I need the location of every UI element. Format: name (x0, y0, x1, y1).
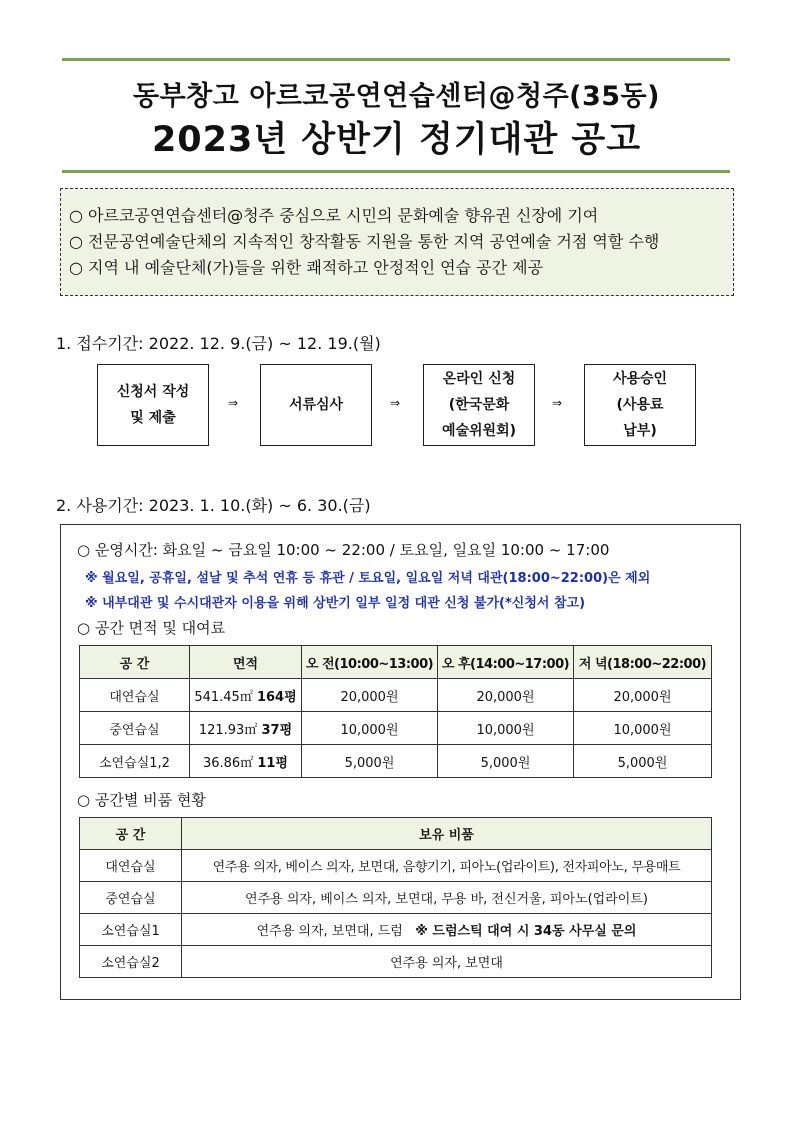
space-cell: 소연습실2 (80, 946, 182, 978)
fee-cell: 5,000원 (574, 745, 712, 778)
equipment-heading: ○ 공간별 비품 현황 (77, 791, 206, 809)
area-value: 121.93㎡ (198, 722, 258, 738)
table-row (80, 946, 712, 978)
fee-cell: 20,000원 (302, 679, 438, 712)
pyeong-value: 37평 (261, 722, 293, 738)
area-cell (190, 679, 302, 712)
step-review: 서류심사 (260, 364, 372, 446)
pyeong-value: 164평 (256, 689, 297, 705)
title-line-2: 2023년 상반기 정기대관 공고 (151, 120, 642, 160)
area-cell (190, 712, 302, 745)
arrow-icon: ⇒ (228, 396, 239, 410)
intro-item: ○ 전문공연예술단체의 지속적인 창작활동 지원을 통한 지역 공연예술 거점 역할 수행 (69, 232, 660, 251)
intro-box (60, 188, 734, 296)
space-cell: 소연습실1 (80, 914, 182, 946)
table-row (80, 679, 712, 712)
space-cell: 대연습실 (80, 679, 190, 712)
space-cell: 대연습실 (80, 850, 182, 882)
column-header: 오 후(14:00~17:00) (438, 646, 574, 679)
arrow-icon: ⇒ (390, 396, 401, 410)
step-online: 온라인 신청 (한국문화 예술위원회) (423, 364, 535, 446)
fee-cell: 10,000원 (438, 712, 574, 745)
column-header: 면적 (190, 646, 302, 679)
table-row (80, 850, 712, 882)
column-header: 오 전(10:00~13:00) (302, 646, 438, 679)
fee-cell: 10,000원 (302, 712, 438, 745)
area-value: 541.45㎡ (194, 689, 253, 705)
top-rule (62, 58, 730, 61)
fee-cell: 5,000원 (438, 745, 574, 778)
equipment-cell (182, 914, 712, 946)
bottom-rule (62, 170, 730, 173)
equipment-items: 연주용 의자, 보면대, 드럼 (256, 924, 403, 939)
column-header: 보유 비품 (182, 818, 712, 850)
table-row (80, 882, 712, 914)
equipment-cell: 연주용 의자, 베이스 의자, 보면대, 무용 바, 전신거울, 피아노(업라이트) (182, 882, 712, 914)
space-cell: 소연습실1,2 (80, 745, 190, 778)
fee-table (79, 645, 712, 778)
table-row (80, 914, 712, 946)
space-cell: 중연습실 (80, 712, 190, 745)
fee-cell: 5,000원 (302, 745, 438, 778)
usage-info-box (60, 524, 741, 1000)
column-header: 저 녁(18:00~22:00) (574, 646, 712, 679)
section-2-heading: 2. 사용기간: 2023. 1. 10.(화) ~ 6. 30.(금) (56, 496, 371, 515)
pyeong-value: 11평 (257, 755, 288, 771)
equipment-cell: 연주용 의자, 보면대 (182, 946, 712, 978)
fee-heading: ○ 공간 면적 및 대여료 (77, 619, 226, 637)
fee-cell: 20,000원 (438, 679, 574, 712)
step-apply: 신청서 작성 및 제출 (97, 364, 209, 446)
equipment-table (79, 817, 712, 978)
fee-cell: 20,000원 (574, 679, 712, 712)
column-header: 공 간 (80, 646, 190, 679)
restriction-note: ※ 내부대관 및 수시대관자 이용을 위해 상반기 일부 일정 대관 신청 불가(*신청서 참고) (85, 596, 586, 611)
title-line-1: 동부창고 아르코공연연습센터@청주(35동) (133, 81, 660, 112)
equipment-cell: 연주용 의자, 베이스 의자, 보면대, 음향기기, 피아노(업라이트), 전자피아노, 무용매트 (182, 850, 712, 882)
section-1-heading: 1. 접수기간: 2022. 12. 9.(금) ~ 12. 19.(월) (56, 334, 381, 353)
closure-note: ※ 월요일, 공휴일, 설날 및 추석 연휴 등 휴관 / 토요일, 일요일 저녁 대관(18:00~22:00)은 제외 (85, 571, 651, 586)
table-header-row (80, 646, 712, 679)
operating-hours: ○ 운영시간: 화요일 ~ 금요일 10:00 ~ 22:00 / 토요일, 일요일 10:00 ~ 17:00 (77, 541, 610, 559)
step-approval: 사용승인 (사용료 납부) (584, 364, 696, 446)
table-row (80, 745, 712, 778)
column-header: 공 간 (80, 818, 182, 850)
intro-item: ○ 아르코공연연습센터@청주 중심으로 시민의 문화예술 향유권 신장에 기여 (69, 206, 599, 225)
drumstick-note: ※ 드럼스틱 대여 시 34동 사무실 문의 (415, 924, 637, 939)
table-header-row (80, 818, 712, 850)
area-value: 36.86㎡ (202, 755, 254, 771)
space-cell: 중연습실 (80, 882, 182, 914)
intro-item: ○ 지역 내 예술단체(가)들을 위한 쾌적하고 안정적인 연습 공간 제공 (69, 258, 544, 277)
fee-cell: 10,000원 (574, 712, 712, 745)
table-row (80, 712, 712, 745)
area-cell (190, 745, 302, 778)
arrow-icon: ⇒ (552, 396, 563, 410)
